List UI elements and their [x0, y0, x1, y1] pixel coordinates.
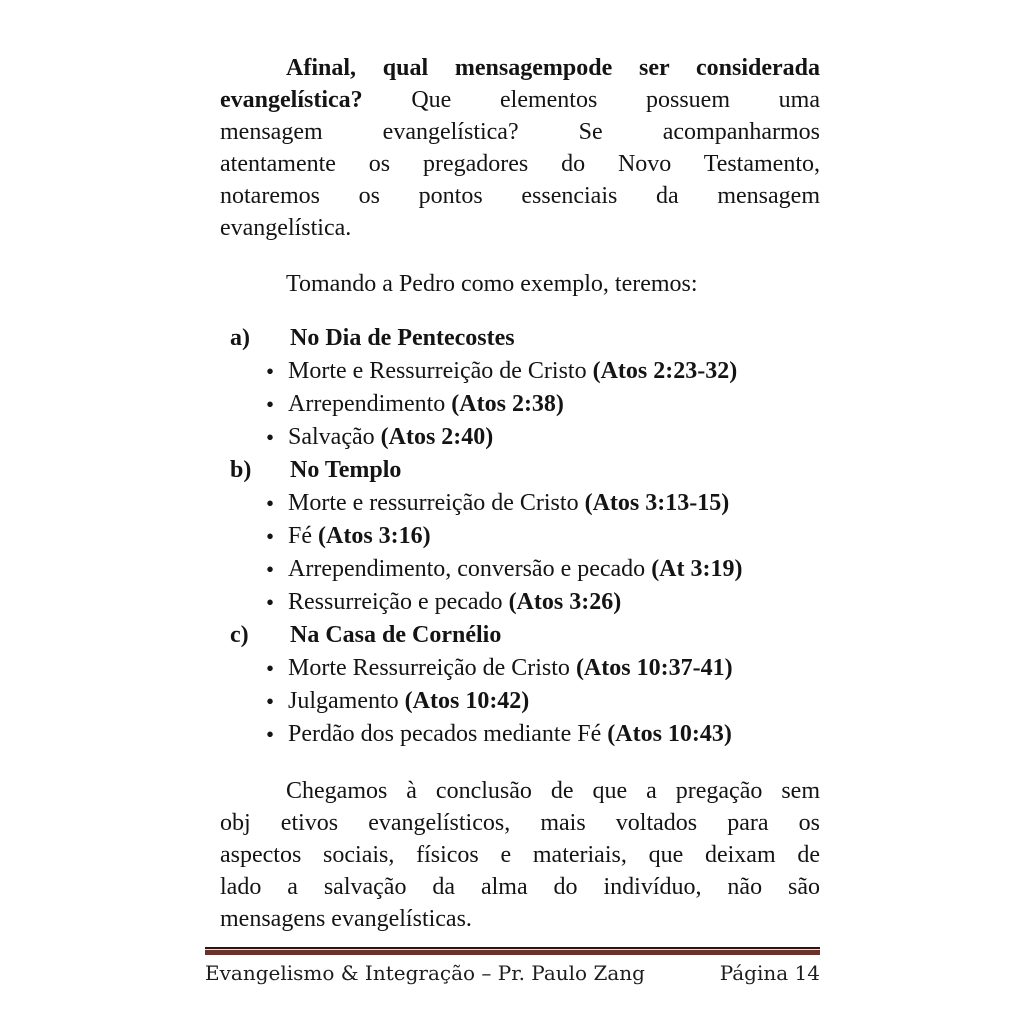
scripture-reference: (Atos 10:43)	[607, 721, 732, 747]
outline-list	[220, 322, 820, 751]
outline-bullet-row	[220, 487, 820, 520]
bullet-icon: •	[266, 524, 275, 549]
outline-bullet-row	[220, 652, 820, 685]
body-text: aspectos sociais, físicos e materiais, que deixam de	[220, 842, 820, 868]
scripture-reference: (Atos 2:40)	[380, 424, 494, 450]
bullet-icon: •	[266, 392, 275, 417]
body-text: Tomando a Pedro como exemplo, teremos:	[286, 271, 698, 297]
bullet-text: Morte e Ressurreição de Cristo	[288, 358, 593, 384]
bullet-text: Fé	[288, 523, 318, 549]
text-line	[220, 116, 820, 148]
paragraph-conclusao	[220, 775, 820, 935]
text-line	[220, 871, 820, 903]
text-line	[220, 807, 820, 839]
outline-bullet-row	[220, 520, 820, 553]
bullet-text: Morte e ressurreição de Cristo	[288, 490, 585, 516]
text-line	[220, 775, 820, 807]
outline-bullet-row	[220, 355, 820, 388]
bullet-icon: •	[266, 491, 275, 516]
scripture-reference: (Atos 10:42)	[404, 688, 530, 714]
outline-bullet-row	[220, 388, 820, 421]
bullet-icon: •	[266, 689, 275, 714]
footer-text-row	[205, 960, 820, 986]
bullet-text: Ressurreição e pecado	[288, 589, 509, 615]
scripture-reference: (Atos 3:16)	[318, 523, 431, 549]
outline-bullet-row	[220, 421, 820, 454]
footer-book-title: Evangelismo & Integração – Pr. Paulo Zang	[205, 961, 645, 985]
body-text: notaremos os pontos essenciais da mensagem	[220, 183, 820, 209]
text-line	[220, 52, 820, 84]
bullet-icon: •	[266, 656, 275, 681]
scripture-reference: (Atos 3:13-15)	[584, 490, 730, 516]
body-text: atentamente os pregadores do Novo Testamento,	[220, 151, 820, 177]
outline-heading-label: Na Casa de Cornélio	[290, 622, 502, 648]
footer-rule-maroon-bar	[205, 950, 820, 955]
bullet-icon: •	[266, 425, 275, 450]
page-content	[220, 52, 820, 935]
text-line	[220, 180, 820, 212]
body-text: mensagens evangelísticas.	[220, 906, 472, 932]
outline-heading-label: No Templo	[290, 457, 402, 483]
bullet-icon: •	[266, 557, 275, 582]
bullet-icon: •	[266, 359, 275, 384]
scripture-reference: (Atos 2:23-32)	[592, 358, 738, 384]
bullet-text: Arrependimento, conversão e pecado	[288, 556, 652, 582]
footer-page-number: Página 14	[719, 961, 820, 985]
bullet-icon: •	[266, 590, 275, 615]
body-text: Chegamos à conclusão de que a pregação sem	[286, 778, 820, 804]
text-line	[220, 839, 820, 871]
scripture-reference: (Atos 10:37-41)	[575, 655, 733, 681]
body-text: mensagem evangelística? Se acompanharmos	[220, 119, 820, 145]
alpha-marker: c)	[230, 622, 249, 648]
footer-rule	[205, 947, 820, 955]
outline-heading-label: No Dia de Pentecostes	[290, 325, 515, 351]
body-text: lado a salvação da alma do indivíduo, não são	[220, 874, 820, 900]
outline-bullet-row	[220, 685, 820, 718]
bullet-icon: •	[266, 722, 275, 747]
alpha-marker: b)	[230, 457, 252, 483]
bullet-text: Salvação	[288, 424, 381, 450]
bold-text: evangelística?	[220, 87, 363, 113]
paragraph-tomando	[220, 268, 820, 300]
body-text: obj etivos evangelísticos, mais voltados para os	[220, 810, 820, 836]
text-line	[220, 84, 820, 116]
outline-heading-row	[220, 619, 820, 652]
page-footer	[205, 947, 820, 986]
bold-text: Afinal, qual mensagempode ser considerada	[286, 55, 820, 81]
bullet-text: Arrependimento	[288, 391, 452, 417]
scripture-reference: (At 3:19)	[651, 556, 743, 582]
outline-bullet-row	[220, 718, 820, 751]
outline-heading-row	[220, 322, 820, 355]
body-text: evangelística.	[220, 215, 352, 241]
paragraph-intro	[220, 52, 820, 244]
bullet-text: Morte Ressurreição de Cristo	[288, 655, 576, 681]
scripture-reference: (Atos 2:38)	[451, 391, 564, 417]
text-line	[220, 212, 820, 244]
bullet-text: Julgamento	[288, 688, 405, 714]
text-line	[220, 268, 820, 300]
outline-bullet-row	[220, 553, 820, 586]
outline-heading-row	[220, 454, 820, 487]
bullet-text: Perdão dos pecados mediante Fé	[288, 721, 608, 747]
body-text: Que elementos possuem uma	[362, 87, 820, 113]
text-line	[220, 903, 820, 935]
alpha-marker: a)	[230, 325, 250, 351]
scripture-reference: (Atos 3:26)	[508, 589, 622, 615]
outline-bullet-row	[220, 586, 820, 619]
text-line	[220, 148, 820, 180]
